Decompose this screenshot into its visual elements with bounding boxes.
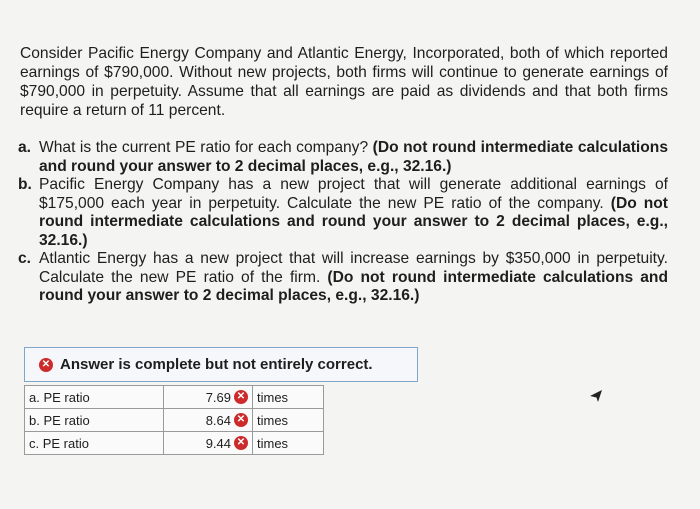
answer-label: a. PE ratio [25, 386, 164, 409]
question-letter: c. [18, 250, 32, 267]
incorrect-icon: ✕ [234, 413, 248, 427]
question-instructions: (Do not round intermediate calculations and round your answer to 2 decimal places, e.g., 32.16.) [39, 268, 668, 304]
answer-unit: times [253, 409, 324, 432]
table-row [25, 386, 324, 409]
question-text [39, 176, 668, 250]
table-row [25, 409, 324, 432]
answer-cell [164, 409, 253, 432]
question-list [18, 139, 668, 306]
table-row [25, 432, 324, 455]
answer-unit: times [253, 386, 324, 409]
question-prompt: Pacific Energy Company has a new project that will generate additional earnings of $175,000 each year in perpetuity. Calculate the new PE ratio of the company. [39, 176, 668, 212]
incorrect-icon: ✕ [234, 390, 248, 404]
answer-unit: times [253, 432, 324, 455]
question-text [39, 139, 668, 176]
problem-intro: Consider Pacific Energy Company and Atlantic Energy, Incorporated, both of which reported earnings of $790,000. Without new projects, both firms will continue to generate earnings of $790,000 in perpetuity. Assume that all earnings are paid as dividends and that both firms require a return of 11 percent. [20, 45, 668, 119]
mouse-pointer-icon [589, 389, 603, 403]
answer-value[interactable]: 8.64 [205, 412, 231, 428]
question-text [39, 250, 668, 306]
answer-label: c. PE ratio [25, 432, 164, 455]
question-a [18, 139, 668, 176]
feedback-banner [24, 347, 418, 382]
x-circle-icon: ✕ [39, 358, 53, 372]
answer-value[interactable]: 9.44 [205, 435, 231, 451]
question-instructions: (Do not round intermediate calculations and round your answer to 2 decimal places, e.g., 32.16.) [39, 194, 668, 249]
answer-cell [164, 386, 253, 409]
answer-value[interactable]: 7.69 [205, 389, 231, 405]
question-prompt: Atlantic Energy has a new project that will increase earnings by $350,000 in perpetuity. Calculate the new PE ratio of the firm. [39, 250, 668, 286]
answer-cell [164, 432, 253, 455]
question-instructions: (Do not round intermediate calculations and round your answer to 2 decimal places, e.g., 32.16.) [39, 139, 668, 175]
question-c [18, 250, 668, 306]
question-prompt: What is the current PE ratio for each company? [39, 139, 373, 156]
answer-table [24, 385, 324, 455]
question-letter: a. [18, 139, 32, 156]
answer-label: b. PE ratio [25, 409, 164, 432]
question-b [18, 176, 668, 250]
feedback-message: Answer is complete but not entirely correct. [60, 356, 373, 373]
question-letter: b. [18, 176, 32, 193]
incorrect-icon: ✕ [234, 436, 248, 450]
